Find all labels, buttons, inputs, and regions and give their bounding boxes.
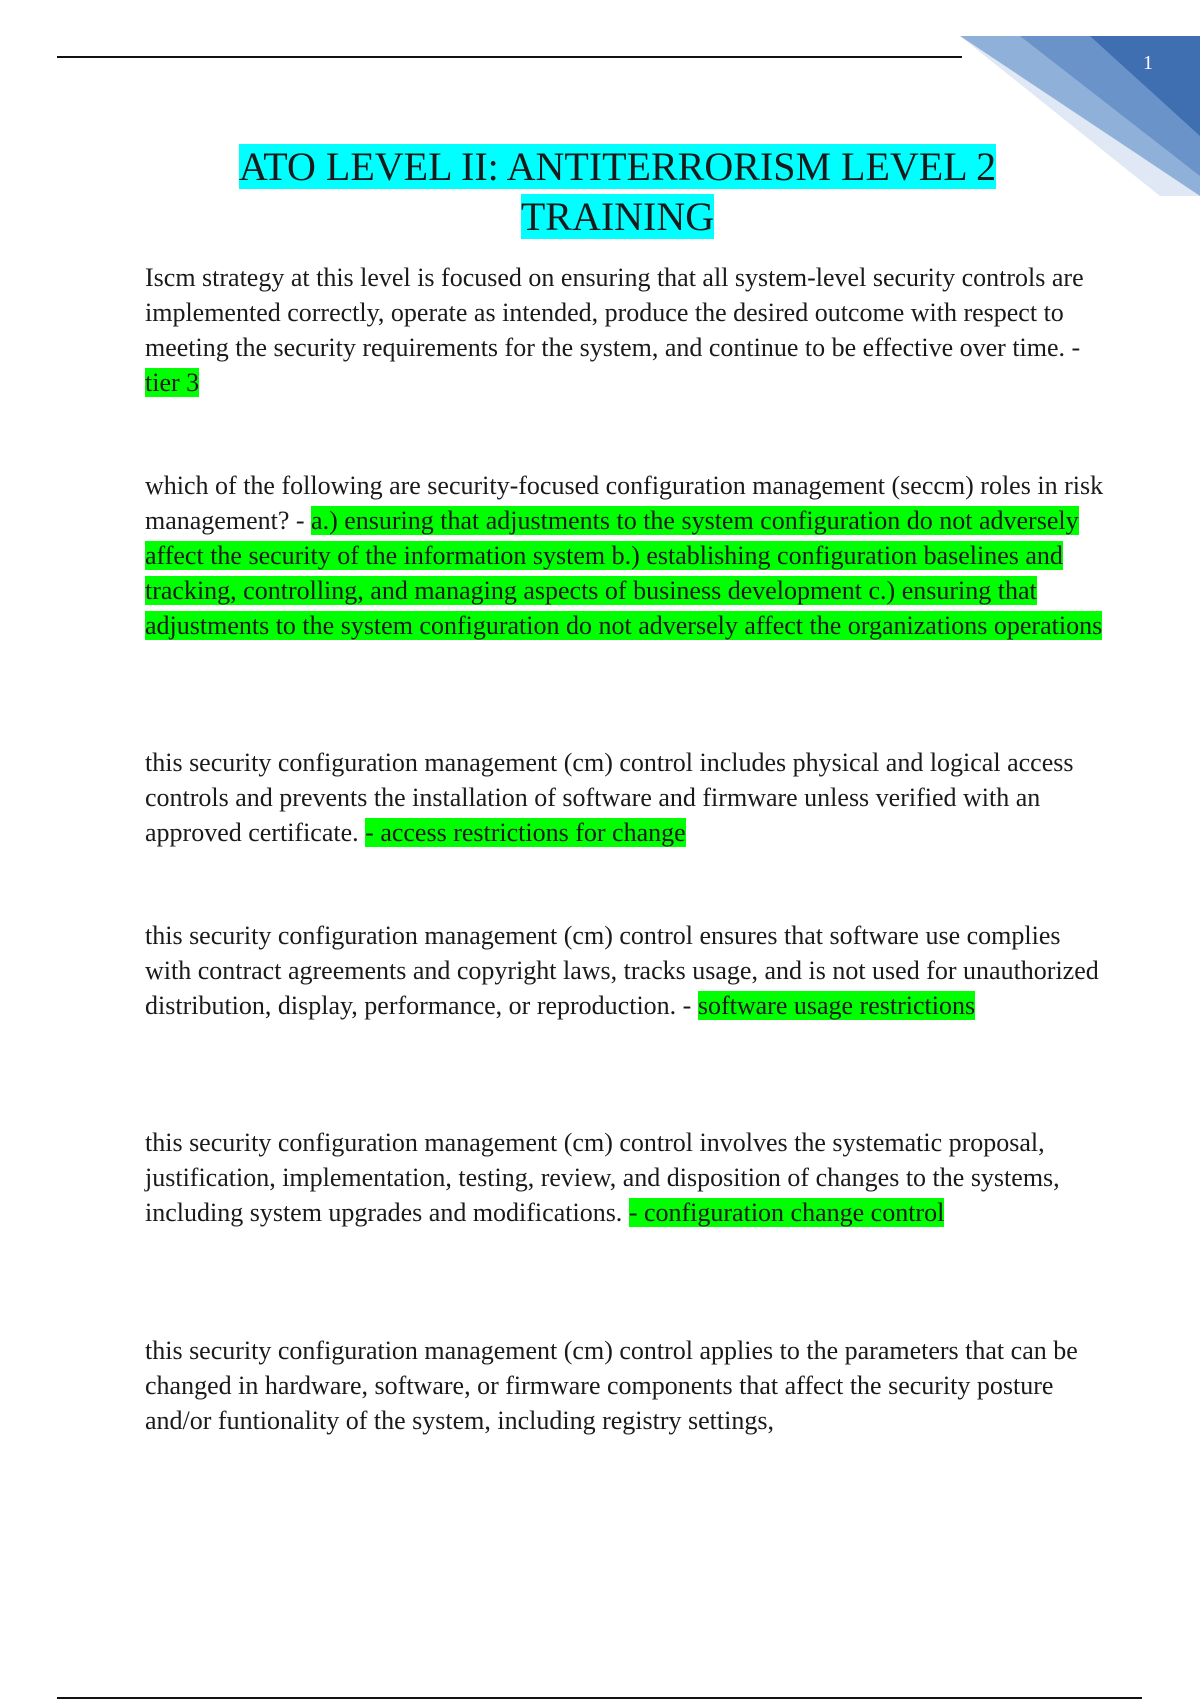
qa-item-2 <box>145 468 1105 643</box>
answer-highlight: - access restrictions for change <box>365 818 686 847</box>
qa-item-6 <box>145 1333 1105 1438</box>
qa-item-1 <box>145 260 1105 400</box>
qa-item-3 <box>145 745 1105 850</box>
page-title <box>150 142 1085 242</box>
title-line-2: TRAINING <box>520 194 715 239</box>
question-text: this security configuration management (cm) control involves the systematic proposal, justification, implementation, testing, review, and disposition of changes to the systems, including system upgrades and modifications. <box>145 1128 1060 1227</box>
answer-highlight: a.) ensuring that adjustments to the system configuration do not adversely affect the security of the information system b.) establishing configuration baselines and tracking, controlling, and managing aspects of business development c.) ensuring that adjustments to the system configuration do not adversely affect the organizations operations <box>145 506 1103 640</box>
question-text: which of the following are security-focused configuration management (seccm) roles in risk management? - <box>145 471 1104 535</box>
page-number: 1 <box>1143 52 1153 74</box>
answer-highlight: software usage restrictions <box>697 991 976 1020</box>
question-text: Iscm strategy at this level is focused on ensuring that all system-level security controls are implemented correctly, operate as intended, produce the desired outcome with respect to meeting the security requirements for the system, and continue to be effective over time. - <box>145 263 1084 362</box>
qa-item-4 <box>145 918 1105 1023</box>
qa-item-5 <box>145 1125 1105 1230</box>
answer-highlight: - configuration change control <box>628 1198 945 1227</box>
header-rule <box>57 56 962 58</box>
question-text: this security configuration management (cm) control ensures that software use complies with contract agreements and copyright laws, tracks usage, and is not used for unauthorized distribution, display, performance, or reproduction. - <box>145 921 1099 1020</box>
question-text: this security configuration management (cm) control includes physical and logical access controls and prevents the installation of software and firmware unless verified with an approved certificate. <box>145 748 1074 847</box>
title-line-1: ATO LEVEL II: ANTITERRORISM LEVEL 2 <box>238 144 997 189</box>
answer-highlight: tier 3 <box>145 368 200 397</box>
footer-rule <box>57 1697 1142 1699</box>
question-text: this security configuration management (cm) control applies to the parameters that can be changed in hardware, software, or firmware components that affect the security posture and/or funtionality of the system, including registry settings, <box>145 1336 1078 1435</box>
